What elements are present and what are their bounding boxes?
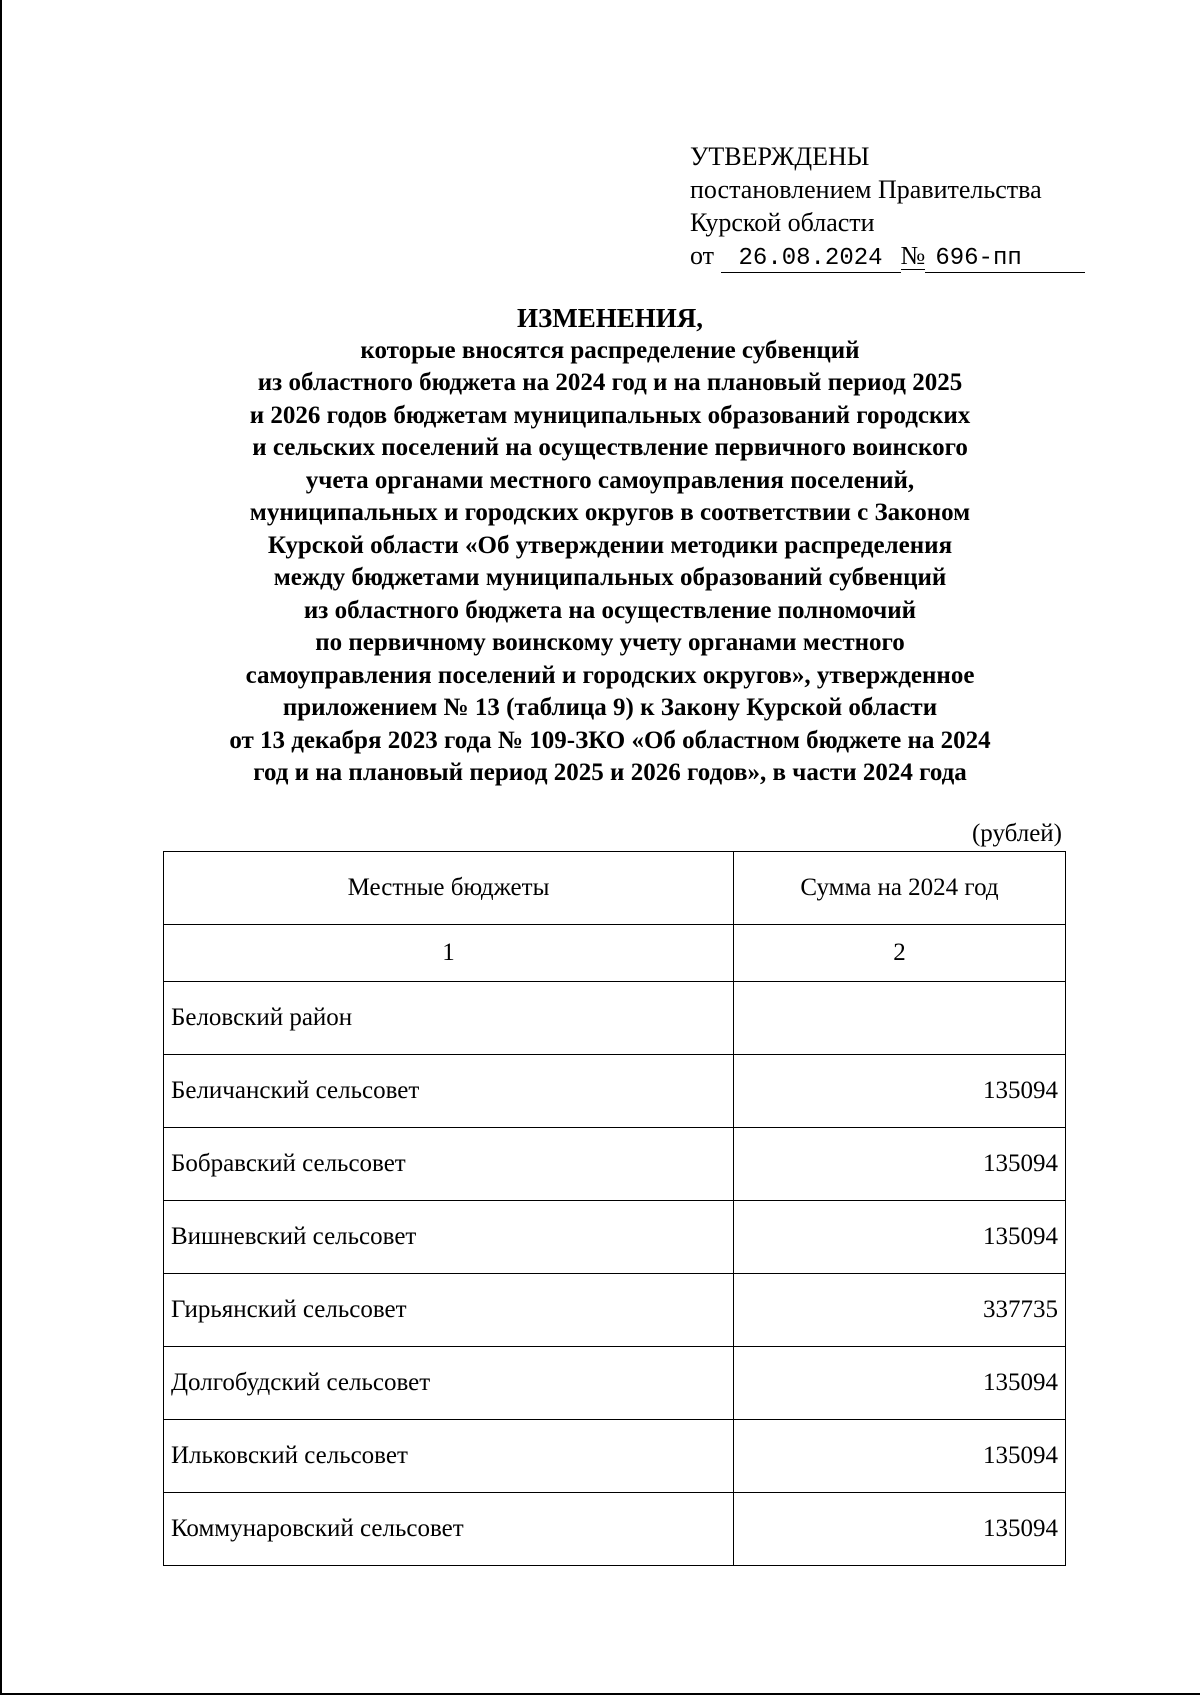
approval-date-line: [690, 239, 1085, 273]
title-line: Курской области «Об утверждении методики распределения: [267, 531, 953, 559]
row-amount: 135094: [734, 1128, 1066, 1201]
column-number-2: 2: [734, 925, 1066, 982]
column-number-row: [164, 925, 1066, 982]
title-line: учета органами местного самоуправления поселений,: [305, 466, 915, 494]
approval-date: 26.08.2024: [721, 246, 901, 273]
title-line: по первичному воинскому учету органами местного: [315, 629, 905, 656]
table-row: [164, 1274, 1066, 1347]
approval-stamp: [690, 140, 1085, 273]
title-line: из областного бюджета на 2024 год и на плановый период 2025: [257, 369, 963, 396]
scan-left-edge: [0, 0, 2, 1695]
budget-table: [163, 851, 1066, 1566]
approval-number: 696-пп: [925, 246, 1085, 273]
row-amount: 135094: [734, 1347, 1066, 1420]
title-heading: ИЗМЕНЕНИЯ,: [516, 303, 703, 333]
units-label: (рублей): [971, 820, 1062, 847]
row-name: Бобравский сельсовет: [164, 1128, 734, 1201]
row-amount: 135094: [734, 1420, 1066, 1493]
title-line: от 13 декабря 2023 года № 109-ЗКО «Об областном бюджете на 2024: [229, 726, 991, 754]
row-amount: [734, 982, 1066, 1055]
title-line: год и на плановый период 2025 и 2026 годов», в части 2024 года: [253, 759, 967, 786]
header-amount-2024: Сумма на 2024 год: [734, 852, 1066, 925]
row-amount: 135094: [734, 1055, 1066, 1128]
title-line: из областного бюджета на осуществление полномочий: [303, 596, 917, 624]
title-line: муниципальных и городских округов в соответствии с Законом: [249, 499, 971, 526]
row-name: Беловский район: [164, 982, 734, 1055]
approval-line-1: УТВЕРЖДЕНЫ: [690, 142, 870, 171]
row-name: Беличанский сельсовет: [164, 1055, 734, 1128]
number-label: №: [900, 241, 926, 270]
title-line: которые вносятся распределение субвенций: [360, 336, 860, 364]
table-row: [164, 1493, 1066, 1566]
row-amount: 135094: [734, 1201, 1066, 1274]
table-header-row: [164, 852, 1066, 925]
row-amount: 337735: [734, 1274, 1066, 1347]
row-name: Ильковский сельсовет: [164, 1420, 734, 1493]
table-row: [164, 1420, 1066, 1493]
table-row: [164, 1201, 1066, 1274]
row-name: Коммунаровский сельсовет: [164, 1493, 734, 1566]
header-local-budgets: Местные бюджеты: [164, 852, 734, 925]
row-name: Вишневский сельсовет: [164, 1201, 734, 1274]
document-title: [150, 302, 1070, 790]
row-name: Гирьянский сельсовет: [164, 1274, 734, 1347]
table-row: [164, 1055, 1066, 1128]
title-line: самоуправления поселений и городских округов», утвержденное: [245, 661, 975, 689]
column-number-1: 1: [164, 925, 734, 982]
title-line: приложением № 13 (таблица 9) к Закону Курской области: [282, 694, 938, 721]
title-line: между бюджетами муниципальных образований субвенций: [273, 564, 947, 591]
row-name: Долгобудский сельсовет: [164, 1347, 734, 1420]
table-row: [164, 982, 1066, 1055]
approval-line-3: Курской области: [690, 208, 875, 237]
approval-line-2: постановлением Правительства: [690, 175, 1042, 204]
title-line: и сельских поселений на осуществление первичного воинского: [252, 434, 968, 461]
table-row: [164, 1128, 1066, 1201]
row-amount: 135094: [734, 1493, 1066, 1566]
from-label: от: [690, 241, 715, 270]
table-row: [164, 1347, 1066, 1420]
title-line: и 2026 годов бюджетам муниципальных образований городских: [249, 401, 971, 429]
